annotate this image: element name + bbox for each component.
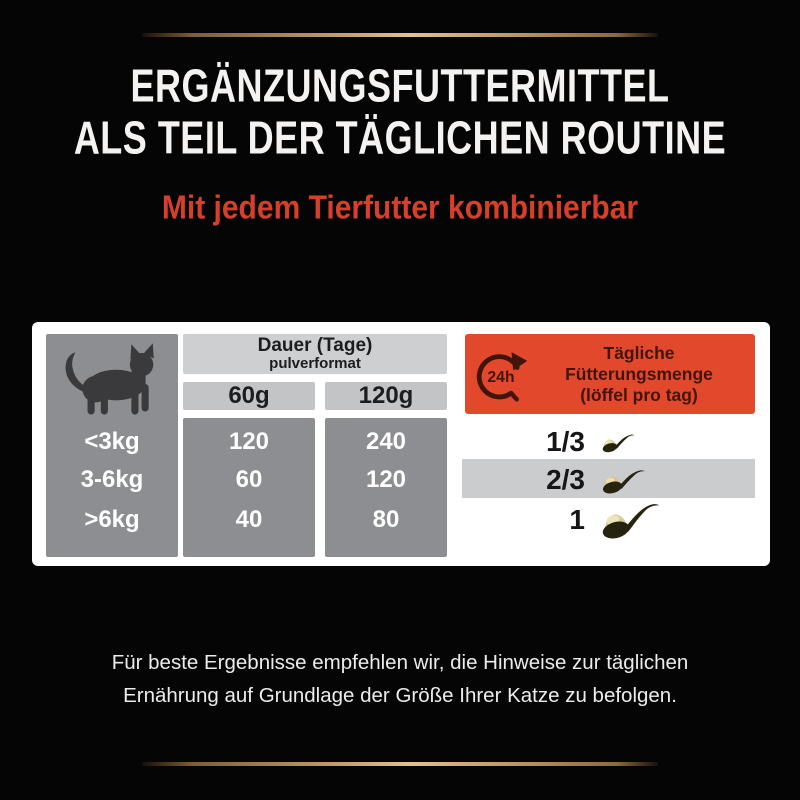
duration-value-120g: 80 [372, 506, 400, 533]
daily-amount-value: 1 [569, 504, 585, 535]
footer-line-1: Für beste Ergebnisse empfehlen wir, die Hinweise zur täglichen [111, 651, 689, 674]
daily-amount-row [462, 423, 755, 461]
duration-value-120g: 240 [365, 428, 407, 455]
spoon-icon-small [602, 430, 636, 454]
daily-amount-header [465, 334, 755, 414]
footer-note [0, 646, 800, 712]
daily-amount-value: 2/3 [546, 464, 585, 495]
daily-amount-row [462, 461, 755, 499]
column-header-60g: 60g [183, 382, 315, 410]
daily-amount-value: 1/3 [546, 426, 585, 457]
title-line-1: ERGÄNZUNGSFUTTERMITTEL [130, 58, 670, 112]
subtitle: Mit jedem Tierfutter kombinierbar [161, 190, 639, 227]
gold-divider-top [142, 33, 658, 37]
daily-amount-title: Tägliche Fütterungsmenge [565, 342, 713, 384]
weight-label: 3-6kg [80, 466, 144, 493]
page-title [0, 60, 800, 164]
duration-header-subtitle: pulverformat [269, 355, 361, 372]
title-line-2: ALS TEIL DER TÄGLICHEN ROUTINE [73, 110, 727, 164]
gold-divider-bottom [142, 762, 658, 766]
duration-value-60g: 60 [235, 466, 263, 493]
duration-header [183, 334, 447, 374]
duration-value-60g: 120 [228, 428, 270, 455]
column-header-120g: 120g [325, 382, 447, 410]
spoon-icon-medium [602, 464, 647, 496]
24h-icon [473, 346, 529, 402]
24h-icon-label: 24h [487, 368, 515, 386]
duration-value-60g: 40 [235, 506, 263, 533]
footer-line-2: Ernährung auf Grundlage der Größe Ihrer Katze zu befolgen. [123, 684, 677, 707]
weight-label: >6kg [84, 506, 140, 533]
cat-icon [46, 336, 178, 430]
weight-label: <3kg [84, 428, 140, 455]
feeding-guide-table [32, 322, 770, 566]
daily-amount-header-text [529, 343, 749, 406]
daily-amount-subtitle: (löffel pro tag) [580, 384, 698, 405]
duration-header-title: Dauer (Tage) [257, 335, 373, 356]
duration-value-120g: 120 [365, 466, 407, 493]
spoon-icon-large [602, 499, 662, 541]
daily-amount-row [462, 496, 755, 544]
